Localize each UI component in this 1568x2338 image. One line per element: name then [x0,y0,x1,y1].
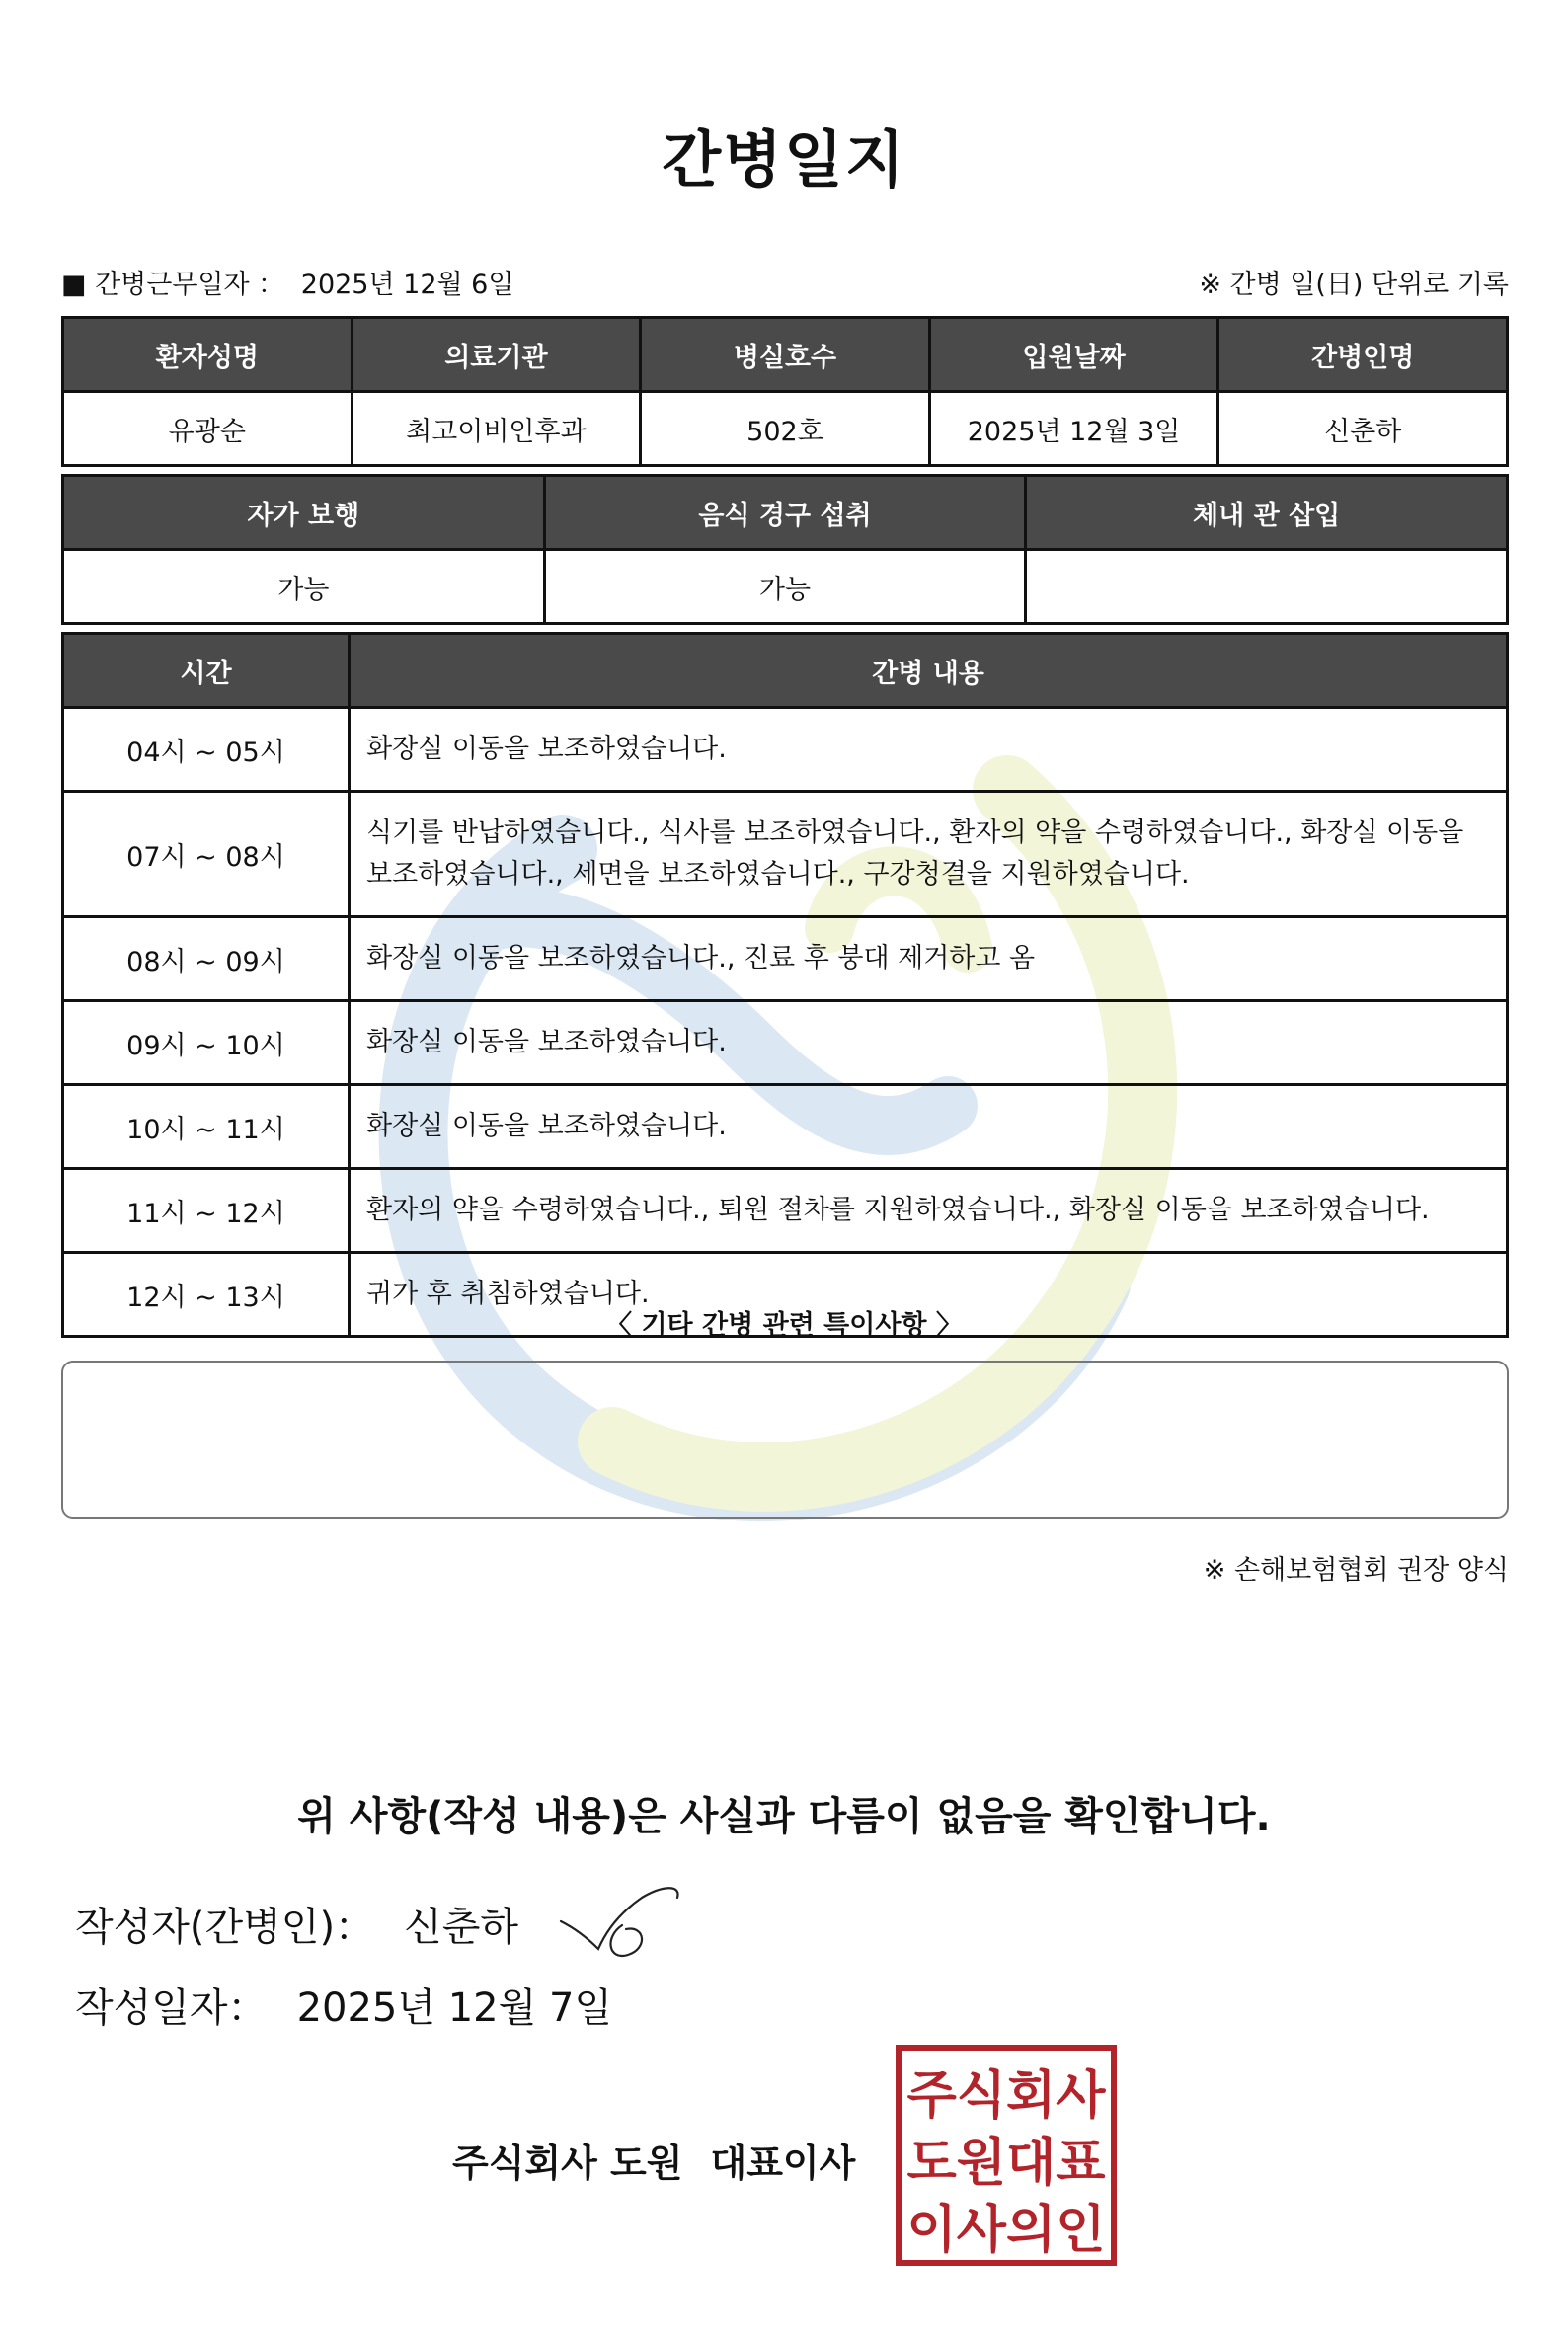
header-admission-date: 입원날짜 [929,318,1218,392]
care-time: 10시 ~ 11시 [63,1085,350,1169]
care-content: 식기를 반납하였습니다., 식사를 보조하였습니다., 환자의 약을 수령하였습니다., 화장실 이동을 보조하였습니다., 세면을 보조하였습니다., 구강청결을 지원하였습니다. [350,792,1508,917]
company-signoff [452,2133,855,2187]
etc-notes-box [61,1361,1509,1519]
writer-label: 작성자(간병인)： [75,1905,375,1950]
care-log-header-row [63,634,1508,708]
table-row [63,1169,1508,1253]
confirmation-statement: 위 사항(작성 내용)은 사실과 다름이 없음을 확인합니다. [297,1794,1271,1839]
work-date-label: ■ 간병근무일자 ： [61,270,285,300]
table-row [63,917,1508,1001]
table-row [63,1001,1508,1085]
care-time: 09시 ~ 10시 [63,1001,350,1085]
header-tube-insertion: 체내 관 삽입 [1026,476,1508,550]
hospital-name: 최고이비인후과 [352,392,641,466]
patient-info-value-row [63,392,1508,466]
care-time: 08시 ~ 09시 [63,917,350,1001]
patient-info-table [61,316,1509,467]
header-room-number: 병실호수 [641,318,930,392]
patient-name: 유광순 [63,392,353,466]
room-number: 502호 [641,392,930,466]
oral-intake-value: 가능 [544,550,1026,624]
header-caregiver-name: 간병인명 [1218,318,1508,392]
company-role: 대표이사 [710,2142,856,2185]
care-log-table [61,632,1509,1338]
status-header-row [63,476,1508,550]
care-time: 12시 ~ 13시 [63,1253,350,1337]
status-value-row [63,550,1508,624]
work-date [61,263,513,301]
patient-status-table [61,474,1509,625]
tube-insertion-value [1026,550,1508,624]
care-content: 화장실 이동을 보조하였습니다. [350,1001,1508,1085]
header-patient-name: 환자성명 [63,318,353,392]
signature-image [553,1876,691,1965]
header-time: 시간 [63,634,350,708]
seal-text: 이사의인 [906,2201,1106,2260]
date-value: 2025년 12월 7일 [296,1986,613,2031]
company-seal-stamp [895,2044,1118,2267]
document-title: 간병일지 [662,123,906,195]
admission-date: 2025년 12월 3일 [929,392,1218,466]
header-care-content: 간병 내용 [350,634,1508,708]
care-time: 07시 ~ 08시 [63,792,350,917]
patient-info-header-row [63,318,1508,392]
table-row [63,792,1508,917]
caregiver-name: 신춘하 [1218,392,1508,466]
care-content: 화장실 이동을 보조하였습니다. [350,1085,1508,1169]
unit-note: ※ 간병 일(日) 단위로 기록 [1199,270,1509,300]
writer-line [75,1896,518,1952]
table-row [63,1085,1508,1169]
date-label: 작성일자： [75,1986,268,2031]
header-hospital: 의료기관 [352,318,641,392]
care-content: 귀가 후 취침하였습니다. [350,1253,1508,1337]
header-self-walking: 자가 보행 [63,476,545,550]
date-line [75,1977,612,2033]
seal-text: 주식회사 [906,2066,1106,2126]
care-content: 화장실 이동을 보조하였습니다., 진료 후 붕대 제거하고 옴 [350,917,1508,1001]
writer-name: 신춘하 [404,1905,518,1950]
care-time: 04시 ~ 05시 [63,708,350,792]
company-name: 주식회사 도원 [452,2142,683,2185]
care-content: 환자의 약을 수령하였습니다., 퇴원 절차를 지원하였습니다., 화장실 이동을 보조하였습니다. [350,1169,1508,1253]
self-walking-value: 가능 [63,550,545,624]
work-date-value: 2025년 12월 6일 [300,270,514,300]
work-date-row [61,263,1509,298]
table-row [63,708,1508,792]
header-oral-intake: 음식 경구 섭취 [544,476,1026,550]
care-time: 11시 ~ 12시 [63,1169,350,1253]
care-content: 화장실 이동을 보조하였습니다. [350,708,1508,792]
form-source-note: ※ 손해보험협회 권장 양식 [1203,1555,1509,1586]
etc-notes-label: 〈 기타 간병 관련 특이사항 〉 [605,1310,963,1341]
seal-text: 도원대표 [906,2134,1106,2193]
